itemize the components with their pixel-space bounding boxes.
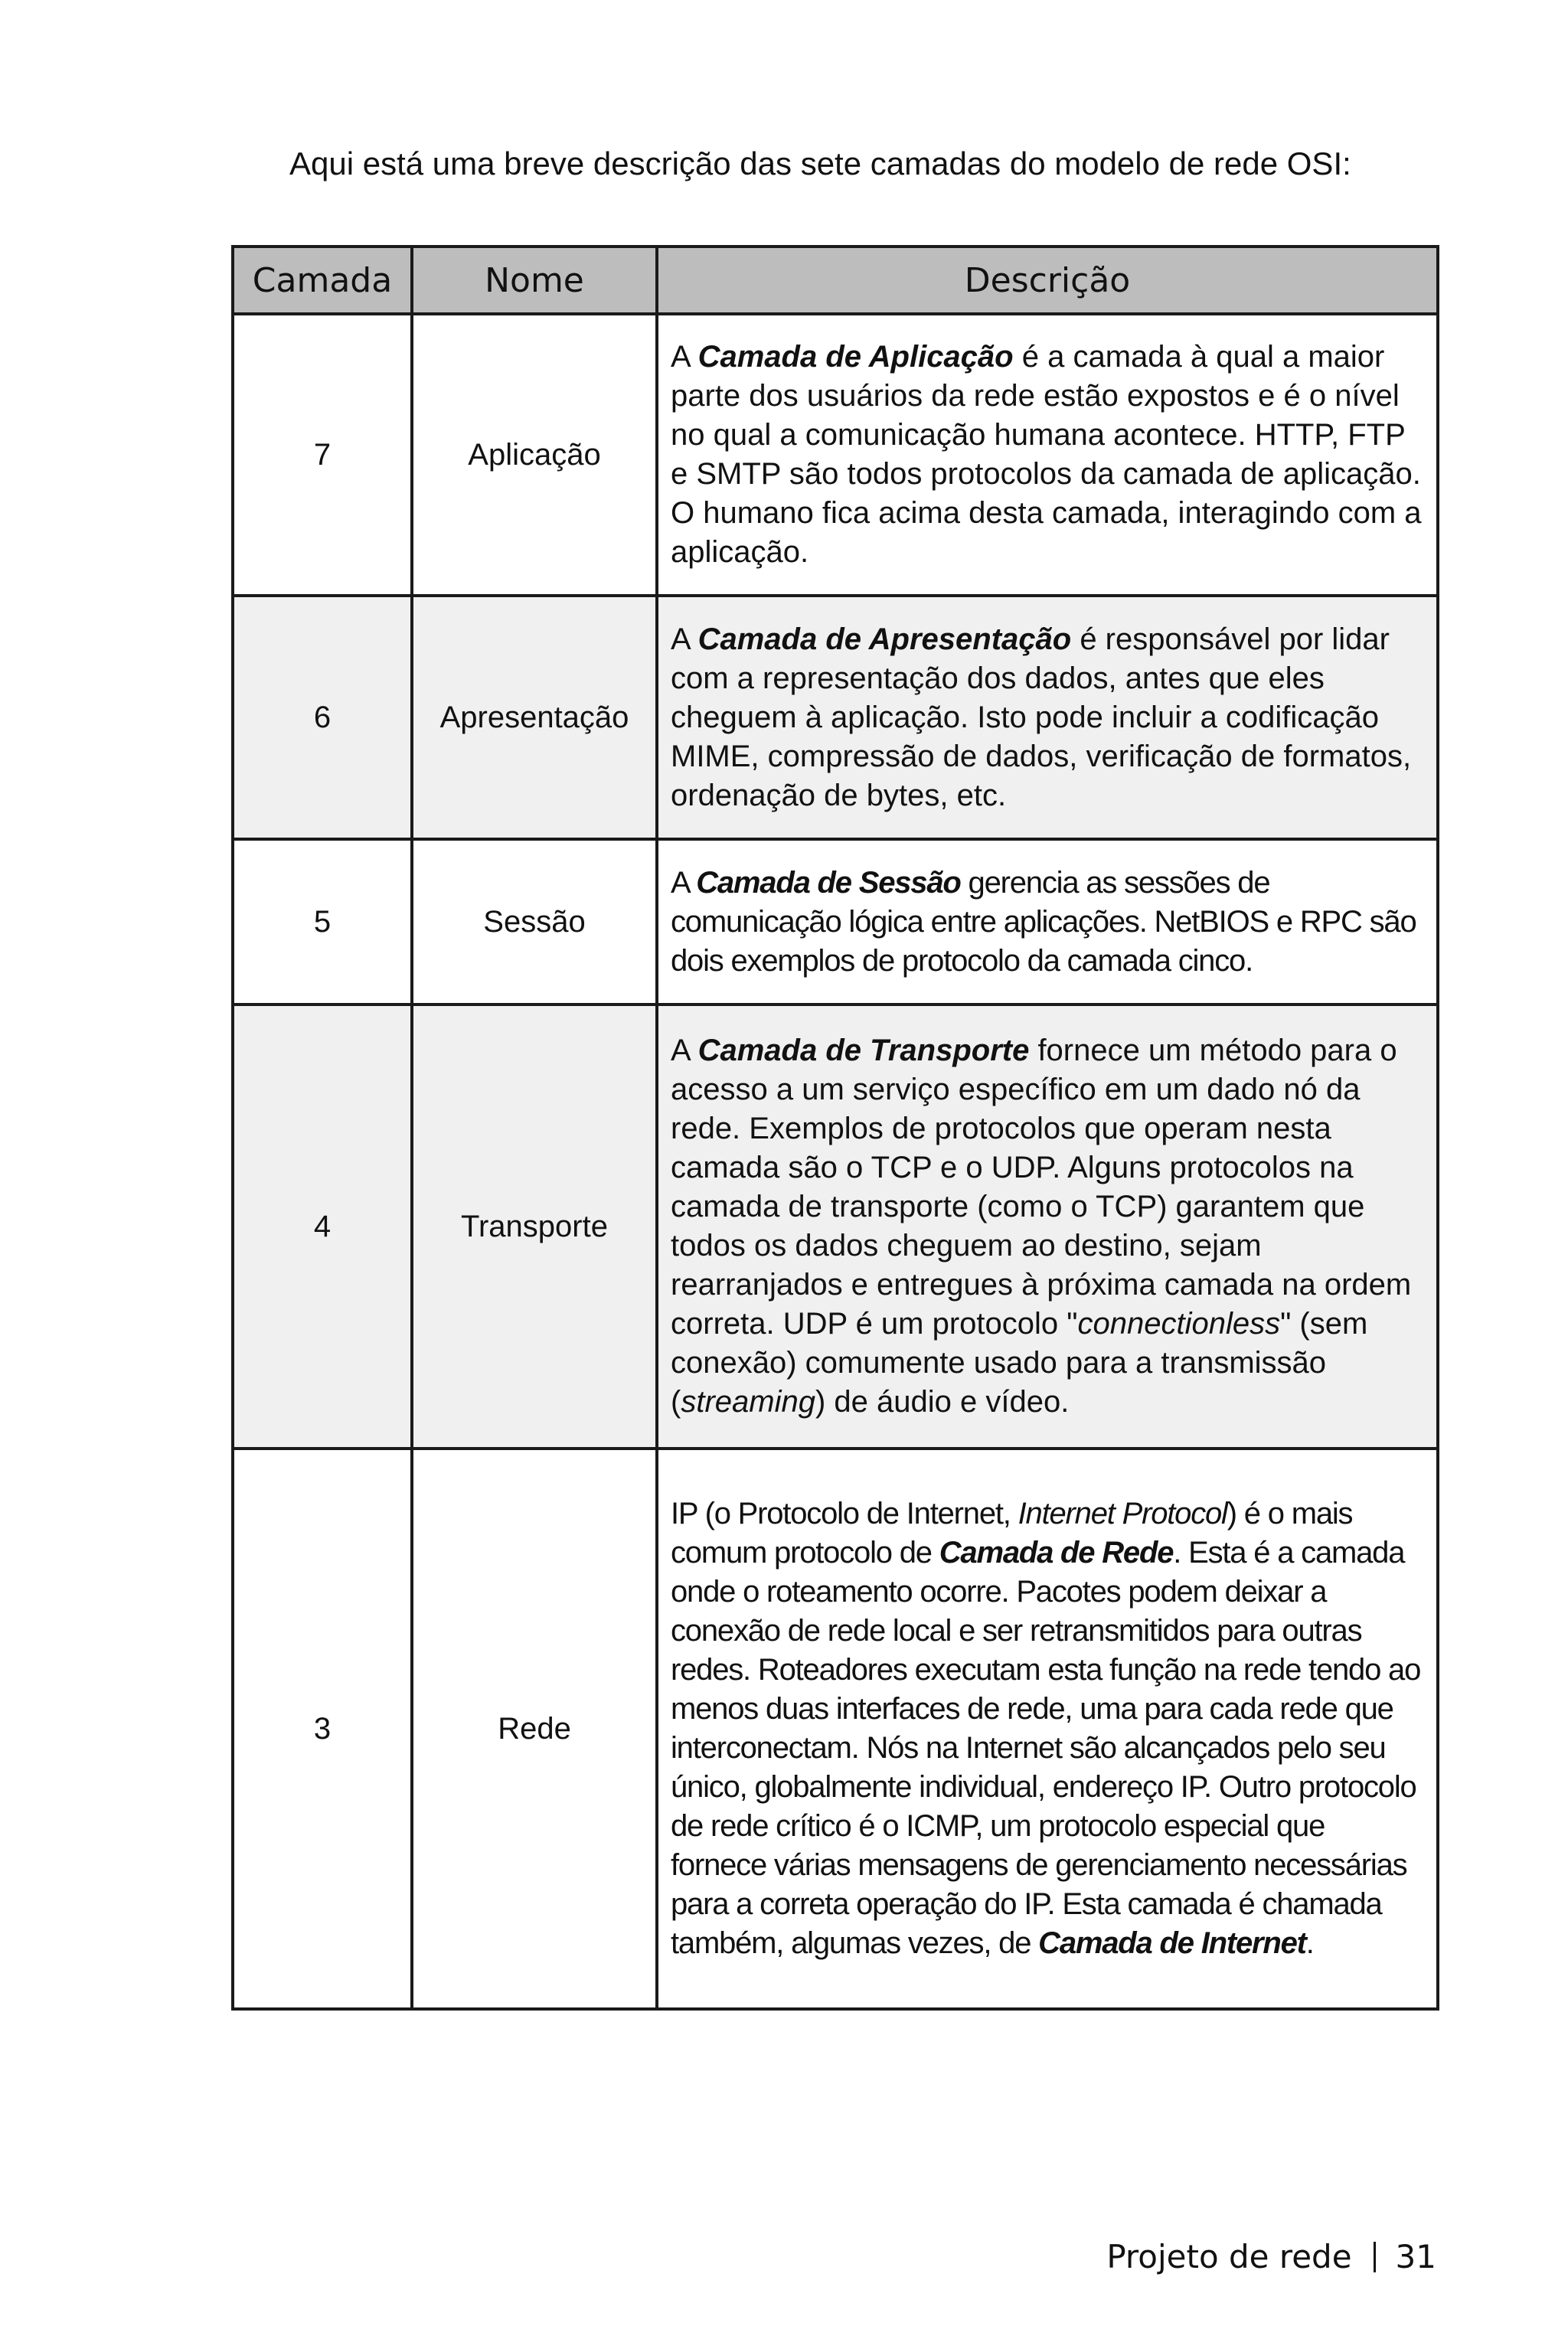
table-header-row (233, 247, 1438, 314)
desc-emphasis: Camada de Transporte (697, 1034, 1030, 1067)
desc-italic: streaming (681, 1385, 815, 1419)
desc-text: gerencia as sessões de comunicação lógica entre aplicações. NetBIOS e RPC são dois exemplos de protocolo da camada cinco. (671, 865, 1416, 978)
running-title: Projeto de rede (1106, 2238, 1352, 2275)
page-footer (1106, 2236, 1436, 2278)
layer-number: 5 (233, 839, 412, 1004)
desc-text: . Esta é a camada onde o roteamento ocorre. Pacotes podem deixar a conexão de rede local e ser retransmitidos para outras redes. Roteadores executam esta função na rede tendo ao menos duas interfaces de rede, uma para cada rede que interconectam. Nós na Internet são alcançados pelo seu único, globalmente individual, endereço IP. Outro protocolo de rede crítico é o ICMP, um protocolo especial que fornece várias mensagens de gerenciamento necessárias para a correta operação do IP. Esta camada é chamada também, algumas vezes, de (671, 1536, 1421, 1960)
header-name: Nome (412, 247, 657, 314)
layer-name: Aplicação (412, 314, 657, 596)
layer-description (657, 596, 1438, 839)
osi-layers-table (231, 245, 1439, 2011)
desc-text: fornece um método para o acesso a um serviço específico em um dado nó da rede. Exemplos de protocolos que operam nesta camada são o TCP e o UDP. Alguns protocolos na camada de transporte (como o TCP) garantem que todos os dados cheguem ao destino, sejam rearranjados e entregues à próxima camada na ordem correta. UDP é um protocolo " (671, 1034, 1412, 1341)
header-description: Descrição (657, 247, 1438, 314)
layer-description (657, 1449, 1438, 2009)
desc-text: A (671, 865, 697, 900)
desc-text: ) é o mais comum protocolo de (671, 1497, 1353, 1570)
table-row (233, 1449, 1438, 2009)
desc-text: IP (o Protocolo de Internet, (671, 1497, 1018, 1530)
desc-text: ) de áudio e vídeo. (815, 1385, 1070, 1419)
desc-emphasis: Camada de Aplicação (697, 340, 1014, 374)
desc-italic: Internet Protocol (1018, 1497, 1227, 1530)
layer-name: Apresentação (412, 596, 657, 839)
table-row (233, 839, 1438, 1004)
layer-number: 7 (233, 314, 412, 596)
layer-number: 4 (233, 1004, 412, 1449)
table-row (233, 1004, 1438, 1449)
layer-description (657, 1004, 1438, 1449)
desc-text: A (671, 1034, 698, 1067)
layer-description (657, 839, 1438, 1004)
layer-description (657, 314, 1438, 596)
desc-text: " (sem conexão) comumente usado para a transmissão ( (671, 1307, 1368, 1419)
desc-text: . (1305, 1926, 1314, 1960)
desc-text: A (671, 622, 698, 656)
layer-name: Sessão (412, 839, 657, 1004)
table-row (233, 314, 1438, 596)
layer-number: 3 (233, 1449, 412, 2009)
desc-text: A (671, 340, 698, 374)
desc-italic: connectionless (1077, 1307, 1281, 1341)
desc-emphasis: Camada de Rede (939, 1536, 1174, 1570)
intro-text: Aqui está uma breve descrição das sete camadas do modelo de rede OSI: (289, 145, 1351, 181)
footer-divider (1374, 2242, 1376, 2272)
table-row (233, 596, 1438, 839)
desc-text: é responsável por lidar com a representação dos dados, antes que eles cheguem à aplicação. Isto pode incluir a codificação MIME, compressão de dados, verificação de formatos, ordenação de bytes, etc. (671, 622, 1412, 812)
layer-number: 6 (233, 596, 412, 839)
layer-name: Transporte (412, 1004, 657, 1449)
desc-emphasis: Camada de Sessão (696, 865, 961, 900)
header-layer: Camada (233, 247, 412, 314)
layer-name: Rede (412, 1449, 657, 2009)
page-number: 31 (1395, 2238, 1436, 2275)
desc-emphasis: Camada de Internet (1038, 1926, 1306, 1960)
desc-text: é a camada à qual a maior parte dos usuários da rede estão expostos e é o nível no qual a comunicação humana acontece. HTTP, FTP e SMTP são todos protocolos da camada de aplicação. O humano fica acima desta camada, interagindo com a aplicação. (671, 340, 1422, 569)
desc-emphasis: Camada de Apresentação (697, 622, 1072, 656)
